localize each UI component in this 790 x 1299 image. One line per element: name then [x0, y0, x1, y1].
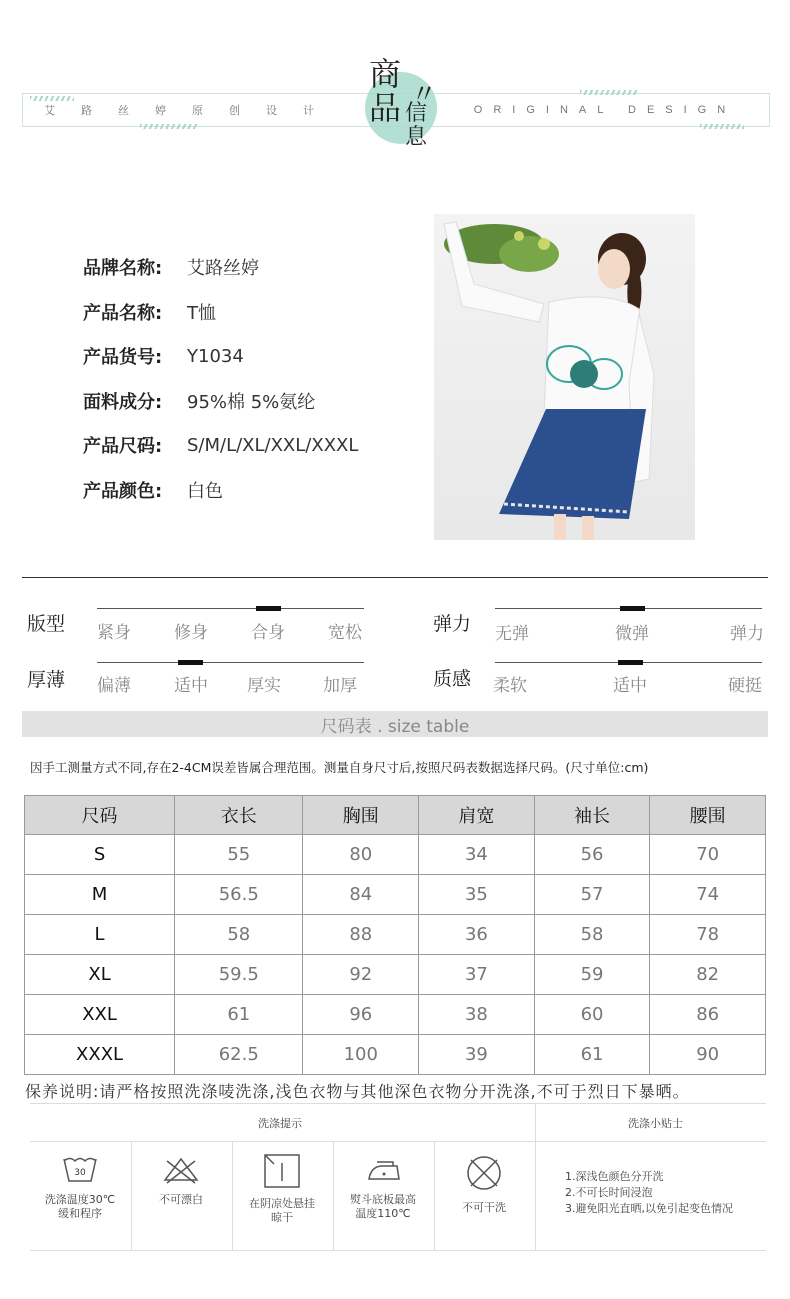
scale-option: 宽松: [328, 623, 362, 643]
info-label: 产品尺码:: [83, 436, 163, 458]
attr-label-fit: 版型: [27, 613, 66, 635]
wash-hints-title: 洗涤提示: [258, 1117, 302, 1130]
care-note: 保养说明:请严格按照洗涤唛洗涤,浅色衣物与其他深色衣物分开洗涤,不可于烈日下暴晒。: [25, 1082, 690, 1101]
wash-30-icon: [60, 1153, 100, 1185]
info-row: [83, 468, 413, 513]
info-row: [83, 423, 413, 468]
divider: [535, 1103, 536, 1251]
info-value: 白色: [187, 480, 223, 502]
table-cell: S: [25, 835, 175, 875]
product-photo: [434, 214, 695, 540]
size-table: [24, 795, 766, 1075]
size-table-note: 因手工测量方式不同,存在2-4CM误差皆属合理范围。测量自身尺寸后,按照尺码表数据选择尺码。(尺寸单位:cm): [30, 760, 649, 775]
table-row: [25, 835, 766, 875]
table-cell: 59.5: [175, 955, 303, 995]
info-label: 产品颜色:: [83, 480, 163, 502]
wash-tips: [565, 1169, 733, 1217]
scale-option: 微弹: [615, 624, 649, 644]
header-banner: [0, 0, 790, 170]
wash-tips-title: 洗涤小贴士: [628, 1117, 683, 1130]
wash-symbol: [333, 1153, 433, 1221]
table-row: [25, 995, 766, 1035]
scale-option: 偏薄: [97, 676, 131, 696]
table-cell: 92: [303, 955, 419, 995]
table-cell: 38: [419, 995, 535, 1035]
washing-panel: [30, 1103, 766, 1251]
attr-label-thickness: 厚薄: [27, 669, 66, 691]
table-cell: 36: [419, 915, 535, 955]
no-bleach-icon: [161, 1153, 201, 1185]
column-header: 袖长: [534, 796, 650, 835]
shade-dry-icon: [262, 1153, 302, 1189]
scale-selected-marker: [178, 660, 203, 665]
info-value: S/M/L/XL/XXL/XXXL: [187, 434, 359, 456]
wash-tip: 3.避免阳光直晒,以免引起变色情况: [565, 1202, 733, 1215]
wash-symbol: [131, 1153, 231, 1207]
table-cell: 58: [175, 915, 303, 955]
scale-option: 适中: [174, 676, 208, 696]
info-label: 产品名称:: [83, 302, 163, 324]
divider: [30, 1250, 766, 1251]
wash-symbol-text: 不可漂白: [159, 1193, 203, 1206]
table-cell: 96: [303, 995, 419, 1035]
table-cell: 100: [303, 1035, 419, 1075]
divider: [30, 1141, 766, 1142]
column-header: 衣长: [175, 796, 303, 835]
table-cell: 56.5: [175, 875, 303, 915]
scale-selected-marker: [256, 606, 281, 611]
size-table-heading: 尺码表 . size table: [22, 711, 768, 737]
product-info: [83, 245, 413, 512]
wash-symbol-text: 不可干洗: [462, 1201, 506, 1214]
attr-label-elasticity: 弹力: [433, 613, 472, 635]
table-cell: 88: [303, 915, 419, 955]
scale-option: 紧身: [97, 623, 131, 643]
svg-text:30: 30: [74, 1168, 86, 1178]
wash-symbol-text: 温度110℃: [355, 1207, 411, 1220]
table-cell: 34: [419, 835, 535, 875]
info-label: 面料成分:: [83, 391, 163, 413]
info-label: 产品货号:: [83, 347, 163, 369]
banner-left-text: 艾路丝婷原创设计: [44, 104, 340, 117]
wash-symbol: [232, 1153, 332, 1225]
scale-selected-marker: [618, 660, 643, 665]
table-row: [25, 915, 766, 955]
table-cell: 60: [534, 995, 650, 1035]
table-header-row: [25, 796, 766, 835]
attr-label-texture: 质感: [433, 668, 472, 690]
scale-selected-marker: [620, 606, 645, 611]
title-char: 品: [369, 89, 402, 127]
title-char: 息: [405, 125, 428, 150]
scale-option: 适中: [613, 676, 647, 696]
table-cell: 61: [175, 995, 303, 1035]
table-cell: 57: [534, 875, 650, 915]
scale-line: [97, 662, 364, 663]
title-char: 信: [405, 101, 428, 126]
info-row: [83, 245, 413, 290]
column-header: 肩宽: [419, 796, 535, 835]
info-value: T恤: [187, 302, 216, 324]
table-cell: 59: [534, 955, 650, 995]
info-row: [83, 334, 413, 379]
column-header: 胸围: [303, 796, 419, 835]
table-cell: 35: [419, 875, 535, 915]
table-cell: 86: [650, 995, 766, 1035]
table-cell: 70: [650, 835, 766, 875]
table-row: [25, 875, 766, 915]
table-cell: 61: [534, 1035, 650, 1075]
table-cell: 80: [303, 835, 419, 875]
scale-option: 柔软: [493, 676, 527, 696]
info-label: 品牌名称:: [83, 258, 163, 280]
table-cell: 56: [534, 835, 650, 875]
iron-icon: [363, 1153, 403, 1185]
info-row: [83, 290, 413, 335]
table-cell: 58: [534, 915, 650, 955]
banner-right-text: ORIGINAL DESIGN: [473, 104, 737, 116]
wash-tip: 1.深浅色颜色分开洗: [565, 1170, 664, 1183]
info-value: Y1034: [187, 345, 244, 367]
wash-symbol-text: 缓和程序: [58, 1207, 102, 1220]
column-header: 尺码: [25, 796, 175, 835]
info-value: 艾路丝婷: [187, 258, 259, 280]
info-row: [83, 379, 413, 424]
scale-option: 硬挺: [728, 676, 762, 696]
divider: [30, 1103, 766, 1104]
table-cell: 55: [175, 835, 303, 875]
no-dry-clean-icon: [464, 1153, 504, 1193]
wash-symbol-text: 晾干: [271, 1211, 293, 1224]
table-cell: XXL: [25, 995, 175, 1035]
table-cell: M: [25, 875, 175, 915]
scale-option: 修身: [174, 623, 208, 643]
table-cell: 39: [419, 1035, 535, 1075]
scale-option: 合身: [251, 623, 285, 643]
table-cell: L: [25, 915, 175, 955]
divider: [22, 577, 768, 578]
table-cell: 82: [650, 955, 766, 995]
table-cell: XL: [25, 955, 175, 995]
column-header: 腰围: [650, 796, 766, 835]
wash-symbol-text: 洗涤温度30℃: [44, 1193, 116, 1206]
table-cell: 74: [650, 875, 766, 915]
table-row: [25, 1035, 766, 1075]
scale-option: 厚实: [247, 676, 281, 696]
table-cell: 78: [650, 915, 766, 955]
scale-option: 加厚: [323, 676, 357, 696]
table-cell: 84: [303, 875, 419, 915]
info-value: 95%棉 5%氨纶: [187, 391, 316, 413]
title-char: 商: [369, 55, 402, 93]
wash-tip: 2.不可长时间浸泡: [565, 1186, 653, 1199]
wash-symbol-text: 熨斗底板最高: [350, 1193, 416, 1206]
table-cell: 90: [650, 1035, 766, 1075]
table-cell: 37: [419, 955, 535, 995]
scale-option: 弹力: [730, 624, 764, 644]
table-cell: XXXL: [25, 1035, 175, 1075]
wash-symbol: [30, 1153, 130, 1221]
scale-option: 无弹: [495, 624, 529, 644]
title-mark: 〃: [411, 80, 438, 110]
table-row: [25, 955, 766, 995]
scale-line: [97, 608, 364, 609]
table-cell: 62.5: [175, 1035, 303, 1075]
wash-symbol-text: 在阴凉处悬挂: [249, 1197, 315, 1210]
wash-symbol: [434, 1153, 534, 1215]
